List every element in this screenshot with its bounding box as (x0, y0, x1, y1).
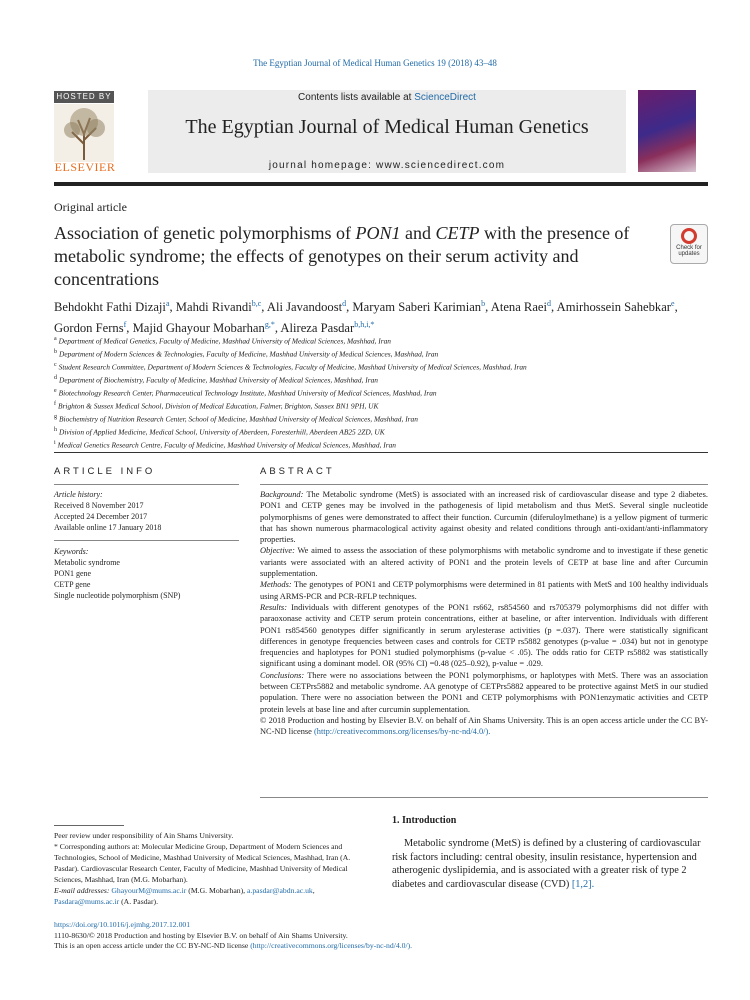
elsevier-tree-logo (54, 104, 114, 162)
affiliation: $^b$ Department of Modern Sciences & Technologies, Faculty of Medicine, Mashhad University of Medical Sciences, Mashhad, Iran (54, 348, 439, 359)
abstract-body (260, 489, 708, 738)
abstract-results: Results: Individuals with different genotypes of the PON1 rs662, rs854560 and rs705379 polymorphisms did not differ with paraoxonase activity and CETP serum protein concentrations, either at baseline, or after intervention. Individuals with different PON1 rs854560 genotypes differ significantly in serum arylesterase activities (p =.037). There were statistically significant differences in genotype frequencies between cases and controls for CETP rs5882 genotypes (p-value = .034) but not in genotype frequencies and haplotypes for PON1 studied polymorphisms (p-value < .05). The odds ratio for CETP rs5882 was statistically significant using a dominant model. OR (95% CI) =0.48 (025–0.92), p-value = .029. (260, 602, 709, 669)
author: Alireza Pasdar (280, 321, 355, 336)
keyword: Single nucleotide polymorphism (SNP) (54, 591, 181, 600)
doi-link[interactable]: https://doi.org/10.1016/j.ejmhg.2017.12.001 (54, 920, 191, 929)
header-rule (54, 182, 708, 186)
introduction-text: Metabolic syndrome (MetS) is defined by a clustering of cardiovascular risk factors including: central obesity, insulin resistance, hypertension and atherogenic dyslipidemia, and is associated with a greater risk of type 2 diabetes and cardiovascular disease (CVD) [1,2]. (392, 838, 701, 890)
affiliation: $^f$ Brighton & Sussex Medical School, Division of Medical Education, Falmer, Brighton, Sussex BN1 9PH, UK (54, 400, 379, 411)
keyword: PON1 gene (54, 569, 92, 578)
article-info-heading: ARTICLE INFO (54, 466, 156, 477)
sciencedirect-link[interactable]: ScienceDirect (414, 92, 476, 103)
footnotes: Peer review under responsibility of Ain Shams University. * Corresponding authors at: Molecular Medicine Group, Department of Modern Sciences and Technologies, School of Medicine, Mashhad University of Medical Sciences, Mashhad, Iran (A. Pasdar). Cardiovascular Research Center, Faculty of Medicine, Mashhad University of Medical Sciences, Mashhad, Iran (M.G. Mobarhan). E-mail addresses: GhayourM@mums.ac.ir (M.G. Mobarhan), a.pasdar@abdn.ac.uk, Pasdara@mums.ac.ir (A. Pasdar). (54, 831, 351, 906)
elsevier-wordmark: ELSEVIER (54, 160, 116, 174)
page-footer: https://doi.org/10.1016/j.ejmhg.2017.12.001 1110-8630/© 2018 Production and hosting by Elsevier B.V. on behalf of Ain Shams University. This is an open access article under the CC BY-NC-ND license (http://creativecommons.org/licenses/by-nc-nd/4.0/). (54, 920, 413, 950)
email-link[interactable]: Pasdara@mums.ac.ir (54, 897, 120, 906)
running-citation (0, 58, 750, 68)
abstract-copyright: © 2018 Production and hosting by Elsevier B.V. on behalf of Ain Shams University. This is an open access article under the CC BY-NC-ND license (http://creativecommons.org/licenses/by-nc-nd/4.0/). (260, 715, 708, 737)
introduction-heading: 1. Introduction (392, 815, 457, 826)
affiliation: $^g$ Biochemistry of Nutrition Research Center, School of Medicine, Mashhad University of Medical Sciences, Mashhad, Iran (54, 413, 418, 424)
affiliation: $^h$ Division of Applied Medicine, Medical School, University of Aberdeen, Foresterhill, Aberdeen AB25 2ZD, UK (54, 426, 385, 437)
keyword: Metabolic syndrome (54, 558, 120, 567)
affiliation: $^i$ Medical Genetics Research Centre, Faculty of Medicine, Mashhad University of Medical Sciences, Mashhad, Iran (54, 439, 396, 450)
running-citation-link[interactable]: The Egyptian Journal of Medical Human Genetics 19 (2018) 43–48 (253, 58, 497, 68)
license-link[interactable]: (http://creativecommons.org/licenses/by-nc-nd/4.0/). (313, 727, 491, 737)
article-title: Association of genetic polymorphisms of PON1 and CETP with the presence of metabolic syndrome; the effects of genotypes on their serum activity and concentrations (54, 223, 630, 289)
license-link[interactable]: (http://creativecommons.org/licenses/by-nc-nd/4.0/). (250, 941, 413, 950)
keywords: Keywords: Metabolic syndrome PON1 gene CETP gene Single nucleotide polymorphism (SNP) (54, 546, 239, 601)
divider (54, 540, 239, 541)
affiliation: $^c$ Student Research Committee, Department of Modern Sciences & Technologies, Faculty of Medicine, Mashhad University of Medical Sciences, Mashhad, Iran (54, 361, 527, 372)
author: Maryam Saberi Karimian (352, 300, 482, 315)
abstract-conclusions: Conclusions: There were no associations between the PON1 polymorphisms, or haplotypes with MetS. There was an association between CETPrs5882 and metabolic syndrome. AA genotype of CETPrs5882 appeared to be protective against MetS in our studied population. There were no association between the PON1 and CETP polymorphisms with PON1enzymatic activities and CETP protein levels at base line and after curcumin supplementation. (260, 670, 708, 714)
divider (260, 797, 708, 798)
citation-link[interactable]: [1,2]. (571, 878, 595, 890)
author: Atena Raei (490, 300, 548, 315)
author: Majid Ghayour Mobarhan (132, 321, 265, 336)
article-history: Article history: Received 8 November 2017 Accepted 24 December 2017 Available online 17 January 2018 (54, 490, 162, 532)
affiliation: $^a$ Department of Medical Genetics, Faculty of Medicine, Mashhad University of Medical Sciences, Mashhad, Iran (54, 336, 391, 346)
author: Ali Javandoost (266, 300, 343, 315)
author: Gordon Ferns (54, 321, 124, 336)
divider (260, 484, 708, 485)
footnote-rule (54, 825, 124, 826)
abstract-heading: ABSTRACT (260, 466, 335, 477)
section-rule (54, 452, 708, 453)
keyword: CETP gene (54, 580, 91, 589)
affiliation: $^d$ Department of Biochemistry, Faculty of Medicine, Mashhad University of Medical Sciences, Mashhad, Iran (54, 374, 378, 385)
email-link[interactable]: a.pasdar@abdn.ac.uk (247, 886, 313, 895)
article-type: Original article (54, 200, 127, 214)
author: Behdokht Fathi Dizaji (54, 300, 166, 315)
contents-line (148, 92, 626, 103)
affiliation: $^e$ Biotechnology Research Center, Pharmaceutical Technology Institute, Mashhad University of Medical Sciences, Mashhad, Iran (54, 387, 437, 398)
author: Amirhossein Sahebkar (556, 300, 671, 315)
journal-homepage[interactable]: journal homepage: www.sciencedirect.com (268, 160, 506, 171)
journal-cover-thumbnail[interactable] (638, 90, 696, 172)
affiliations (54, 334, 704, 451)
author: Mahdi Rivandi (175, 300, 252, 315)
hosted-by-label: HOSTED BY (54, 91, 114, 103)
divider (54, 484, 239, 485)
contents-prefix: Contents lists available at (298, 92, 412, 103)
abstract-methods: Methods: The genotypes of PON1 and CETP polymorphisms were determined in 81 patients with MetS and 100 healthy individuals using ARMS-PCR and PCR-RFLP techniques. (260, 580, 708, 601)
check-icon (681, 228, 697, 244)
email-link[interactable]: GhayourM@mums.ac.ir (111, 886, 187, 895)
abstract-background: Background: The Metabolic syndrome (MetS) is associated with an increased risk of cardiovascular disease and type 2 diabetes. PON1 and CETP genes may be involved in the pathogenesis of lipid metabolism and thus MetS. Several single nucleotide polymorphisms of genes were demonstrated to affect their function. Curcumin (diferuloylmethane) is a yellow pigment of turmeric that has shown numerous pharmacological activity against obesity and related conditions through anti-oxidant/anti-inflammatory properties. (260, 490, 708, 545)
author-list: Behdokht Fathi Dizaji$^a$, Mahdi Rivandi$^{b,c}$, Ali Javandoost$^d$, Maryam Saberi Karimian$^b$, Atena Raei$^d$, Amirhossein Sahebkar$^e$, Gordon Ferns$^f$, Majid Ghayour Mobarhan$^{g,*}$, Alireza Pasdar$^{b,h,i,*}$ (54, 299, 678, 336)
journal-title: The Egyptian Journal of Medical Human Genetics (185, 116, 589, 138)
check-for-updates-badge[interactable]: Check for updates (670, 224, 708, 264)
abstract-objective: Objective: We aimed to assess the association of these polymorphisms with metabolic syndrome and to investigate if these genetic variants were associated with an altered activity of PON1 and the protein levels of CETP at base line and after Curcumin supplementation. (260, 546, 708, 579)
